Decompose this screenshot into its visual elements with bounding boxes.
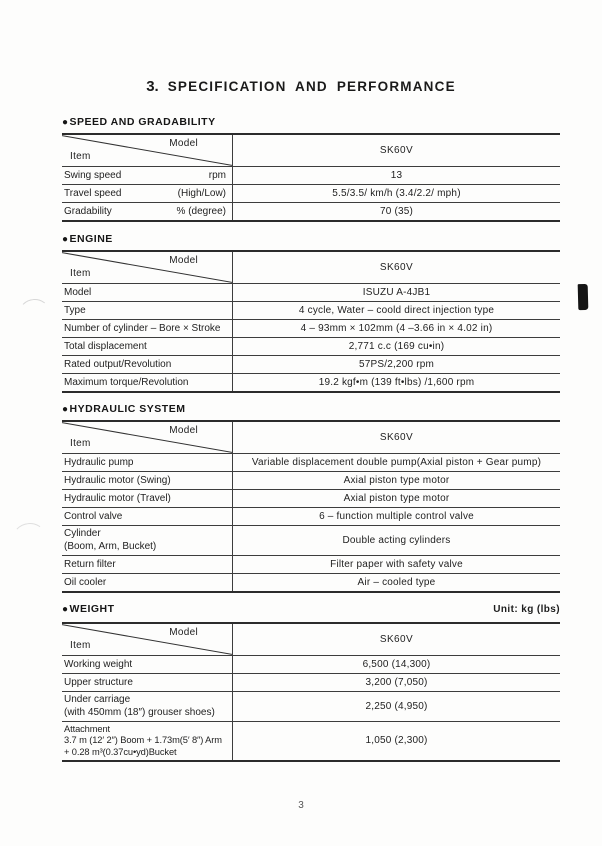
value-cell: Variable displacement double pump(Axial piston + Gear pump) bbox=[232, 454, 560, 471]
section-bullet-icon: ● bbox=[62, 234, 69, 245]
model-value-cell: SK60V bbox=[232, 624, 560, 655]
value-cell: 4 cycle, Water – coold direct injection type bbox=[232, 302, 560, 319]
value-cell: 5.5/3.5/ km/h (3.4/2.2/ mph) bbox=[232, 185, 560, 202]
table-row bbox=[62, 373, 560, 391]
item-label: Item bbox=[70, 640, 91, 651]
item-text-line2: (Boom, Arm, Bucket) bbox=[64, 540, 157, 552]
value-cell: 13 bbox=[232, 167, 560, 184]
value-cell: 2,771 c.c (169 cu•in) bbox=[232, 338, 560, 355]
model-label: Model bbox=[169, 425, 198, 436]
table-row bbox=[62, 721, 560, 760]
section-bullet-icon: ● bbox=[62, 117, 69, 128]
value-cell: 70 (35) bbox=[232, 203, 560, 220]
section-heading-text: HYDRAULIC SYSTEM bbox=[69, 403, 186, 415]
section-heading-text: ENGINE bbox=[69, 233, 113, 245]
item-cell bbox=[62, 508, 232, 525]
item-cell bbox=[62, 185, 232, 202]
unit-note: Unit: kg (lbs) bbox=[493, 604, 560, 615]
table-row bbox=[62, 525, 560, 555]
section-weight bbox=[62, 603, 560, 762]
item-text: Hydraulic pump bbox=[64, 457, 134, 468]
table-row bbox=[62, 355, 560, 373]
item-text: Number of cylinder – Bore × Stroke bbox=[64, 323, 221, 334]
value-cell: Axial piston type motor bbox=[232, 490, 560, 507]
item-text: Upper structure bbox=[64, 677, 133, 688]
item-cell bbox=[62, 338, 232, 355]
table-header-row bbox=[62, 252, 560, 283]
table-row bbox=[62, 301, 560, 319]
model-item-header-cell bbox=[62, 252, 232, 283]
scan-arc-mark bbox=[12, 521, 48, 553]
model-item-header-cell bbox=[62, 135, 232, 166]
section-bullet-icon: ● bbox=[62, 404, 69, 415]
item-text-line2: 3.7 m (12′ 2″) Boom + 1.73m(5′ 8″) Arm bbox=[64, 735, 222, 746]
value-cell: Axial piston type motor bbox=[232, 472, 560, 489]
value-cell: 3,200 (7,050) bbox=[232, 674, 560, 691]
section-engine bbox=[62, 233, 560, 393]
table-row bbox=[62, 489, 560, 507]
item-text: Return filter bbox=[64, 559, 116, 570]
item-cell bbox=[62, 692, 232, 721]
table-header-row bbox=[62, 422, 560, 453]
value-cell: 2,250 (4,950) bbox=[232, 692, 560, 721]
table-row bbox=[62, 655, 560, 673]
item-text: Cylinder bbox=[64, 528, 101, 539]
item-cell bbox=[62, 722, 232, 760]
item-text: Control valve bbox=[64, 511, 123, 522]
model-value-cell: SK60V bbox=[232, 422, 560, 453]
value-cell: 19.2 kgf•m (139 ft•lbs) /1,600 rpm bbox=[232, 374, 560, 391]
table-row bbox=[62, 337, 560, 355]
table-row bbox=[62, 555, 560, 573]
item-label: Item bbox=[70, 151, 91, 162]
item-cell bbox=[62, 374, 232, 391]
section-heading bbox=[62, 233, 560, 246]
model-label: Model bbox=[169, 138, 198, 149]
item-label: Item bbox=[70, 268, 91, 279]
section-heading bbox=[62, 603, 560, 616]
item-text: Total displacement bbox=[64, 341, 147, 352]
item-text: Hydraulic motor (Swing) bbox=[64, 475, 171, 486]
value-cell: 1,050 (2,300) bbox=[232, 722, 560, 760]
table-row bbox=[62, 319, 560, 337]
item-cell bbox=[62, 556, 232, 573]
section-heading bbox=[62, 116, 560, 129]
section-number: 3. bbox=[146, 78, 159, 95]
table-row bbox=[62, 471, 560, 489]
item-label: Item bbox=[70, 438, 91, 449]
item-cell bbox=[62, 526, 232, 555]
value-cell: 6,500 (14,300) bbox=[232, 656, 560, 673]
table-header-row bbox=[62, 624, 560, 655]
table-row bbox=[62, 283, 560, 301]
item-cell bbox=[62, 284, 232, 301]
item-cell bbox=[62, 454, 232, 471]
item-cell bbox=[62, 167, 232, 184]
value-cell: Air – cooled type bbox=[232, 574, 560, 591]
item-text-line3: + 0.28 m³(0.37cu•yd)Bucket bbox=[64, 746, 177, 757]
table-row bbox=[62, 202, 560, 220]
item-cell bbox=[62, 302, 232, 319]
table-row bbox=[62, 691, 560, 721]
item-text: Gradability bbox=[64, 206, 112, 217]
unit-text: rpm bbox=[208, 170, 226, 181]
item-text: Travel speed bbox=[64, 188, 122, 199]
item-cell bbox=[62, 574, 232, 591]
table-row bbox=[62, 184, 560, 202]
table-row bbox=[62, 166, 560, 184]
table-row bbox=[62, 507, 560, 525]
item-text: Oil cooler bbox=[64, 577, 107, 588]
item-text: Working weight bbox=[64, 659, 133, 670]
item-cell bbox=[62, 356, 232, 373]
engine-table bbox=[62, 250, 560, 393]
item-cell bbox=[62, 656, 232, 673]
value-cell: 6 – function multiple control valve bbox=[232, 508, 560, 525]
item-cell bbox=[62, 320, 232, 337]
section-heading bbox=[62, 403, 560, 416]
model-value-cell: SK60V bbox=[232, 135, 560, 166]
table-row bbox=[62, 573, 560, 591]
table-row bbox=[62, 453, 560, 471]
item-text-line2: (with 450mm (18″) grouser shoes) bbox=[64, 706, 215, 718]
item-cell bbox=[62, 472, 232, 489]
scan-arc-mark bbox=[18, 298, 51, 328]
table-header-row bbox=[62, 135, 560, 166]
value-cell: Double acting cylinders bbox=[232, 526, 560, 555]
page-title-text: SPECIFICATION AND PERFORMANCE bbox=[167, 79, 456, 94]
unit-text: (High/Low) bbox=[177, 188, 226, 199]
model-value-cell: SK60V bbox=[232, 252, 560, 283]
item-text: Maximum torque/Revolution bbox=[64, 377, 189, 388]
item-text: Type bbox=[64, 305, 86, 316]
item-text: Model bbox=[64, 287, 92, 298]
model-item-header-cell bbox=[62, 422, 232, 453]
item-text: Rated output/Revolution bbox=[64, 359, 172, 370]
table-row bbox=[62, 673, 560, 691]
section-heading-text: SPEED AND GRADABILITY bbox=[69, 116, 216, 128]
value-cell: ISUZU A-4JB1 bbox=[232, 284, 560, 301]
hydraulic-system-table bbox=[62, 420, 560, 593]
value-cell: 4 – 93mm × 102mm (4 –3.66 in × 4.02 in) bbox=[232, 320, 560, 337]
item-text: Attachment bbox=[64, 724, 111, 734]
value-cell: 57PS/2,200 rpm bbox=[232, 356, 560, 373]
page-title bbox=[0, 78, 602, 95]
section-speed-gradability bbox=[62, 116, 560, 222]
item-text: Swing speed bbox=[64, 170, 122, 181]
page-number: 3 bbox=[298, 800, 304, 811]
item-text: Under carriage bbox=[64, 694, 131, 705]
scan-bracket-mark bbox=[578, 284, 589, 310]
section-hydraulic-system bbox=[62, 403, 560, 593]
unit-text: % (degree) bbox=[176, 206, 226, 217]
section-bullet-icon: ● bbox=[62, 604, 69, 615]
model-item-header-cell bbox=[62, 624, 232, 655]
value-cell: Filter paper with safety valve bbox=[232, 556, 560, 573]
weight-table bbox=[62, 622, 560, 762]
model-label: Model bbox=[169, 627, 198, 638]
model-label: Model bbox=[169, 255, 198, 266]
item-text: Hydraulic motor (Travel) bbox=[64, 493, 171, 504]
section-heading-text: WEIGHT bbox=[69, 603, 115, 615]
item-cell bbox=[62, 203, 232, 220]
speed-gradability-table bbox=[62, 133, 560, 222]
item-cell bbox=[62, 674, 232, 691]
item-cell bbox=[62, 490, 232, 507]
